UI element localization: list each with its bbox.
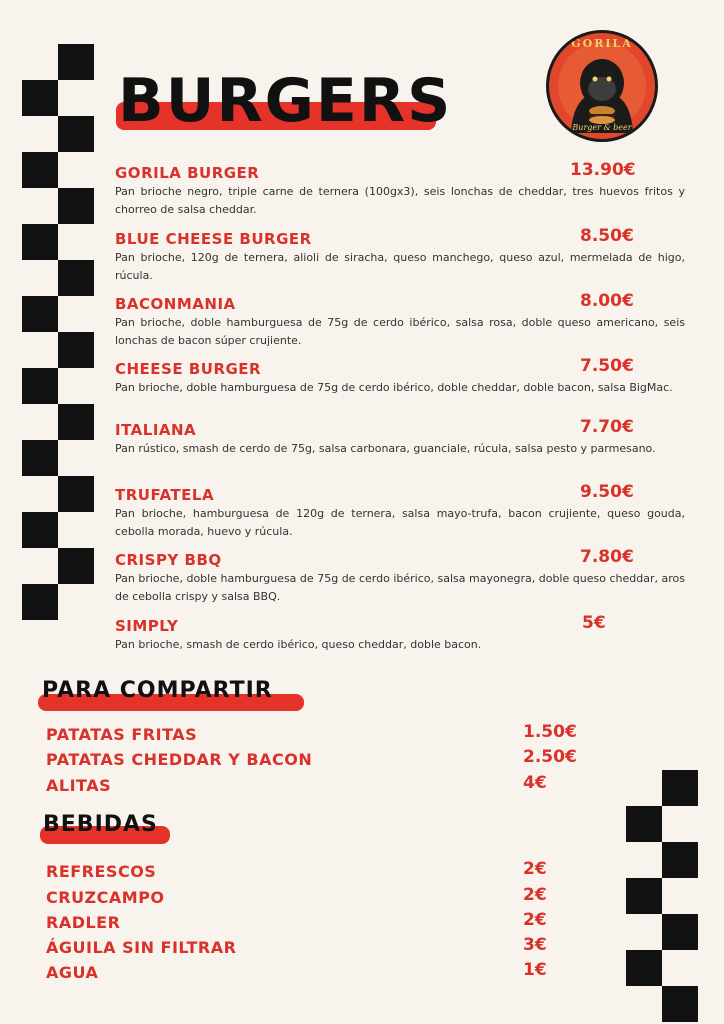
row-price: 1.50€ <box>523 722 577 742</box>
item-description: Pan brioche, doble hamburguesa de 75g de cerdo ibérico, doble cheddar, doble bacon, salsa BigMac. <box>115 381 673 394</box>
row-name: ÁGUILA SIN FILTRAR <box>46 938 237 957</box>
row-name: REFRESCOS <box>46 862 157 881</box>
item-price: 5€ <box>582 613 606 633</box>
item-name: CHEESE BURGER <box>115 360 262 378</box>
menu-row <box>46 859 606 884</box>
menu-row <box>46 960 606 985</box>
logo-brand-name: GORILA <box>571 37 633 50</box>
menu-row <box>46 935 606 960</box>
bebidas-heading: BEBIDAS <box>43 812 158 837</box>
item-name: BACONMANIA <box>115 295 236 313</box>
row-price: 2€ <box>523 910 547 930</box>
menu-row <box>46 885 606 910</box>
logo-tagline: Burger & beer <box>572 123 632 132</box>
menu-item <box>115 482 685 541</box>
item-price: 8.50€ <box>580 226 634 246</box>
row-name: AGUA <box>46 963 99 982</box>
menu-item <box>115 226 685 285</box>
item-price: 7.50€ <box>580 356 634 376</box>
menu-row <box>46 722 606 747</box>
menu-item <box>115 417 685 458</box>
menu-item <box>115 356 685 397</box>
menu-item <box>115 613 685 654</box>
item-name: GORILA BURGER <box>115 164 260 182</box>
item-description: Pan brioche, doble hamburguesa de 75g de cerdo ibérico, salsa mayonegra, doble queso cheddar, aros de cebolla crispy y salsa BBQ. <box>115 572 685 603</box>
item-description: Pan brioche, doble hamburguesa de 75g de cerdo ibérico, salsa rosa, doble queso americano, seis lonchas de bacon súper crujiente. <box>115 316 685 347</box>
row-name: RADLER <box>46 913 121 932</box>
menu-item <box>115 547 685 606</box>
item-name: CRISPY BBQ <box>115 551 222 569</box>
row-price: 2€ <box>523 885 547 905</box>
item-description: Pan brioche, hamburguesa de 120g de ternera, salsa mayo-trufa, bacon crujiente, queso gouda, cebolla morada, huevo y rúcula. <box>115 507 685 538</box>
item-price: 8.00€ <box>580 291 634 311</box>
item-price: 7.70€ <box>580 417 634 437</box>
item-description: Pan brioche, 120g de ternera, alioli de siracha, queso manchego, queso azul, mermelada de higo, rúcula. <box>115 251 685 282</box>
item-name: TRUFATELA <box>115 486 215 504</box>
menu-row <box>46 773 606 798</box>
compartir-heading: PARA COMPARTIR <box>42 678 273 703</box>
item-description: Pan brioche negro, triple carne de ternera (100gx3), seis lonchas de cheddar, tres huevos fritos y chorreo de salsa cheddar. <box>115 185 685 216</box>
item-name: SIMPLY <box>115 617 179 635</box>
item-description: Pan rústico, smash de cerdo de 75g, salsa carbonara, guanciale, rúcula, salsa pesto y parmesano. <box>115 442 656 455</box>
menu-row <box>46 910 606 935</box>
row-price: 1€ <box>523 960 547 980</box>
burgers-heading: BURGERS <box>118 66 453 136</box>
menu-item <box>115 291 685 350</box>
menu-row <box>46 747 606 772</box>
menu-item <box>115 160 685 219</box>
item-name: BLUE CHEESE BURGER <box>115 230 312 248</box>
row-name: CRUZCAMPO <box>46 888 165 907</box>
row-name: ALITAS <box>46 776 112 795</box>
item-description: Pan brioche, smash de cerdo ibérico, queso cheddar, doble bacon. <box>115 638 482 651</box>
row-name: PATATAS CHEDDAR Y BACON <box>46 750 313 769</box>
item-name: ITALIANA <box>115 421 197 439</box>
gorila-logo <box>546 30 658 142</box>
row-price: 2€ <box>523 859 547 879</box>
item-price: 7.80€ <box>580 547 634 567</box>
item-price: 9.50€ <box>580 482 634 502</box>
row-name: PATATAS FRITAS <box>46 725 198 744</box>
row-price: 4€ <box>523 773 547 793</box>
item-price: 13.90€ <box>570 160 636 180</box>
row-price: 3€ <box>523 935 547 955</box>
row-price: 2.50€ <box>523 747 577 767</box>
